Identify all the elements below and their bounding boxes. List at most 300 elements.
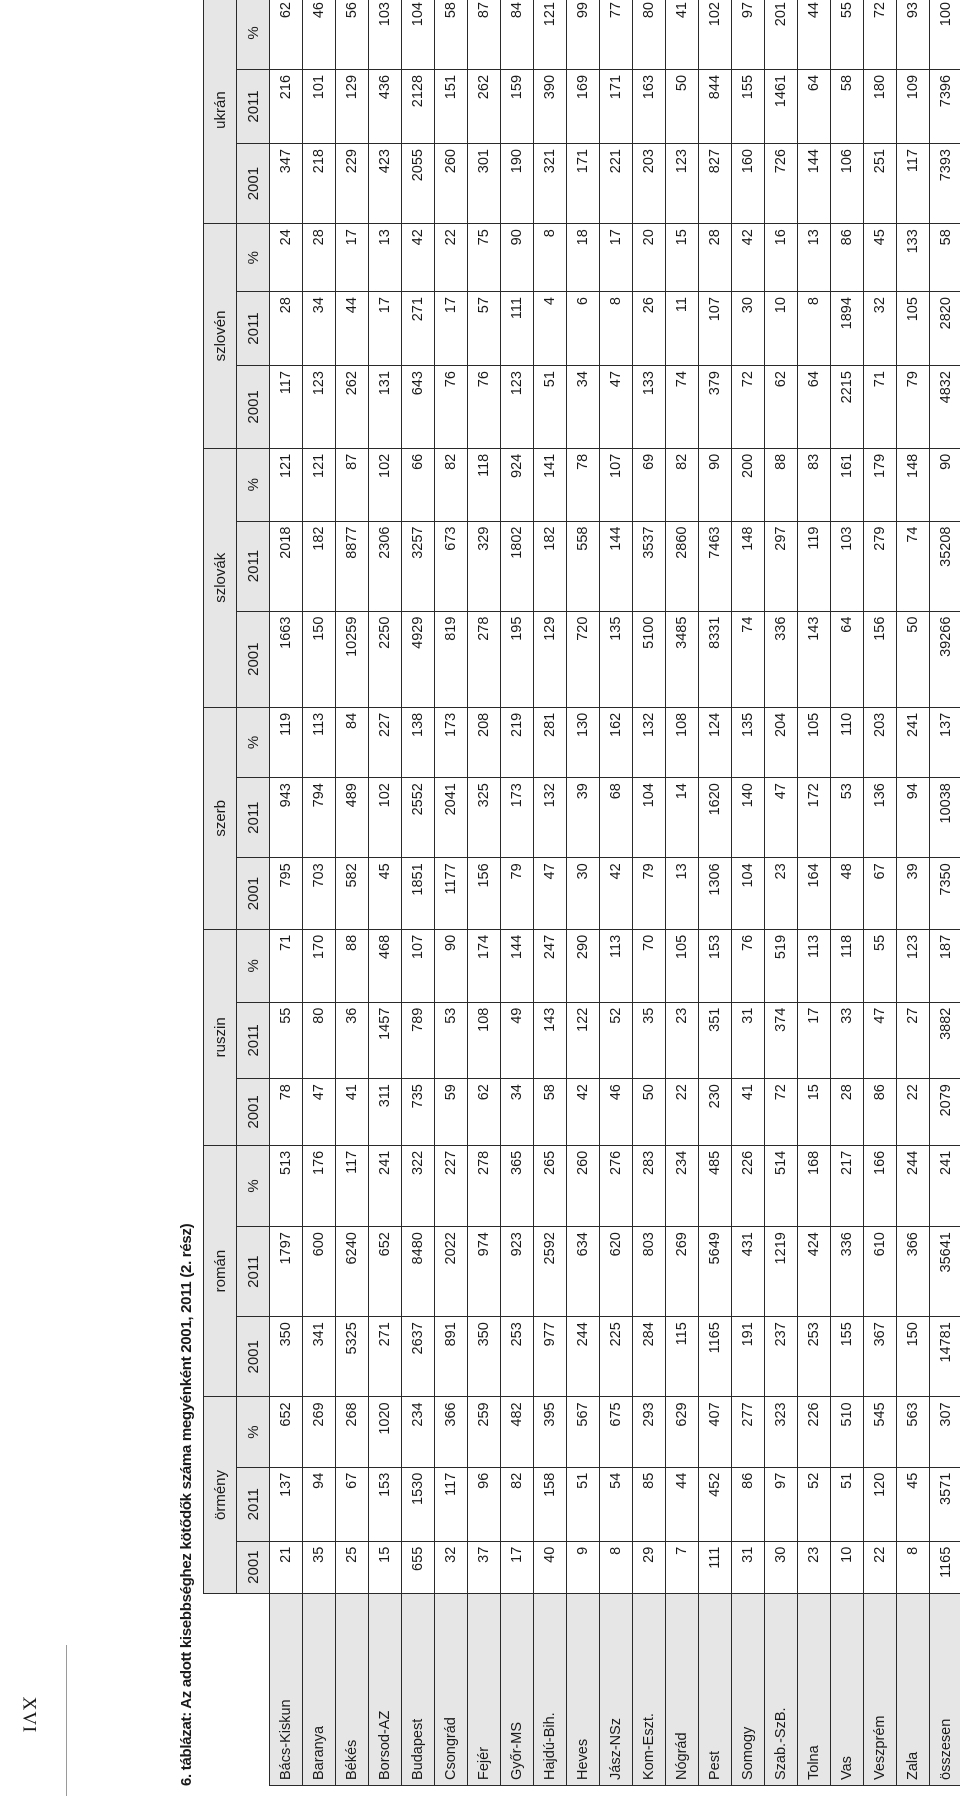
value-cell: 10 (831, 1541, 864, 1593)
value-cell: 105 (798, 707, 831, 777)
value-cell: 7 (666, 1541, 699, 1593)
value-cell: 41 (666, 0, 699, 69)
value-cell: 140 (732, 778, 765, 858)
value-cell: 30 (567, 858, 600, 930)
value-cell: 100 (930, 0, 960, 69)
value-cell: 129 (534, 611, 567, 707)
value-cell: 107 (402, 929, 435, 1002)
subheader-percent: % (237, 0, 270, 69)
value-cell: 83 (798, 448, 831, 521)
value-cell: 720 (567, 611, 600, 707)
table-row (501, 0, 534, 1786)
value-cell: 260 (435, 144, 468, 224)
value-cell: 247 (534, 929, 567, 1002)
value-cell: 115 (666, 1317, 699, 1397)
value-cell: 137 (930, 707, 960, 777)
value-cell: 99 (567, 0, 600, 69)
value-cell: 513 (270, 1145, 303, 1226)
value-cell: 132 (534, 778, 567, 858)
value-cell: 111 (699, 1541, 732, 1593)
value-cell: 113 (798, 929, 831, 1002)
value-cell: 87 (468, 0, 501, 69)
table-row (270, 0, 303, 1786)
value-cell: 703 (303, 858, 336, 930)
value-cell: 55 (831, 0, 864, 69)
value-cell: 452 (699, 1467, 732, 1541)
value-cell: 182 (303, 521, 336, 611)
value-cell: 74 (732, 611, 765, 707)
value-cell: 278 (468, 611, 501, 707)
value-cell: 819 (435, 611, 468, 707)
table-row (336, 0, 369, 1786)
value-cell: 269 (666, 1227, 699, 1317)
value-cell: 123 (666, 144, 699, 224)
value-cell: 72 (765, 1079, 798, 1146)
value-cell: 121 (270, 448, 303, 521)
value-cell: 122 (567, 1002, 600, 1078)
value-cell: 8480 (402, 1227, 435, 1317)
county-name-cell: Veszprém (864, 1593, 897, 1785)
value-cell: 374 (765, 1002, 798, 1078)
group-header-ukran: ukrán (204, 0, 237, 224)
value-cell: 108 (666, 707, 699, 777)
value-cell: 489 (336, 778, 369, 858)
value-cell: 234 (666, 1145, 699, 1226)
value-cell: 1165 (699, 1317, 732, 1397)
value-cell: 322 (402, 1145, 435, 1226)
value-cell: 795 (270, 858, 303, 930)
value-cell: 279 (864, 521, 897, 611)
value-cell: 8 (798, 292, 831, 366)
value-cell: 44 (336, 292, 369, 366)
value-cell: 545 (864, 1397, 897, 1467)
county-name-cell: Fejér (468, 1593, 501, 1785)
value-cell: 8 (534, 224, 567, 292)
value-cell: 155 (732, 69, 765, 143)
value-cell: 7350 (930, 858, 960, 930)
value-cell: 62 (270, 0, 303, 69)
value-cell: 620 (600, 1227, 633, 1317)
value-cell: 44 (666, 1467, 699, 1541)
value-cell: 514 (765, 1145, 798, 1226)
value-cell: 148 (732, 521, 765, 611)
value-cell: 30 (732, 292, 765, 366)
value-cell: 2041 (435, 778, 468, 858)
value-cell: 2637 (402, 1317, 435, 1397)
value-cell: 237 (765, 1317, 798, 1397)
value-cell: 123 (501, 366, 534, 449)
value-cell: 57 (468, 292, 501, 366)
value-cell: 203 (633, 144, 666, 224)
county-name-cell: Zala (897, 1593, 930, 1785)
page-number: XVI (18, 1696, 39, 1734)
subheader-row (237, 0, 270, 1786)
value-cell: 88 (765, 448, 798, 521)
value-cell: 8 (600, 292, 633, 366)
value-cell: 107 (600, 448, 633, 521)
county-name-cell: Békés (336, 1593, 369, 1785)
value-cell: 97 (765, 1467, 798, 1541)
table-row (864, 0, 897, 1786)
header-corner (204, 1593, 270, 1785)
value-cell: 234 (402, 1397, 435, 1467)
value-cell: 13 (798, 224, 831, 292)
value-cell: 735 (402, 1079, 435, 1146)
value-cell: 76 (732, 929, 765, 1002)
value-cell: 47 (534, 858, 567, 930)
county-name-cell: összesen (930, 1593, 960, 1785)
value-cell: 101 (303, 69, 336, 143)
value-cell: 59 (435, 1079, 468, 1146)
value-cell: 379 (699, 366, 732, 449)
value-cell: 103 (831, 521, 864, 611)
value-cell: 260 (567, 1145, 600, 1226)
value-cell: 103 (369, 0, 402, 69)
value-cell: 31 (732, 1541, 765, 1593)
value-cell: 153 (699, 929, 732, 1002)
value-cell: 924 (501, 448, 534, 521)
subheader-2011: 2011 (237, 778, 270, 858)
value-cell: 41 (732, 1079, 765, 1146)
value-cell: 18 (567, 224, 600, 292)
value-cell: 132 (633, 707, 666, 777)
value-cell: 124 (699, 707, 732, 777)
value-cell: 108 (468, 1002, 501, 1078)
value-cell: 244 (897, 1145, 930, 1226)
value-cell: 39 (567, 778, 600, 858)
value-cell: 64 (831, 611, 864, 707)
value-cell: 151 (435, 69, 468, 143)
value-cell: 55 (864, 929, 897, 1002)
value-cell: 10 (765, 292, 798, 366)
value-cell: 32 (435, 1541, 468, 1593)
value-cell: 86 (831, 224, 864, 292)
value-cell: 90 (501, 224, 534, 292)
value-cell: 85 (633, 1467, 666, 1541)
value-cell: 35 (633, 1002, 666, 1078)
value-cell: 230 (699, 1079, 732, 1146)
value-cell: 2128 (402, 69, 435, 143)
table-row (732, 0, 765, 1786)
county-name-cell: Budapest (402, 1593, 435, 1785)
value-cell: 47 (864, 1002, 897, 1078)
value-cell: 173 (435, 707, 468, 777)
value-cell: 17 (336, 224, 369, 292)
value-cell: 82 (501, 1467, 534, 1541)
value-cell: 190 (501, 144, 534, 224)
subheader-2001: 2001 (237, 144, 270, 224)
value-cell: 135 (732, 707, 765, 777)
value-cell: 50 (897, 611, 930, 707)
subheader-2001: 2001 (237, 1317, 270, 1397)
value-cell: 130 (567, 707, 600, 777)
value-cell: 4832 (930, 366, 960, 449)
value-cell: 22 (864, 1541, 897, 1593)
value-cell: 141 (534, 448, 567, 521)
value-cell: 90 (930, 448, 960, 521)
value-cell: 34 (303, 292, 336, 366)
value-cell: 171 (567, 144, 600, 224)
value-cell: 23 (666, 1002, 699, 1078)
value-cell: 144 (501, 929, 534, 1002)
value-cell: 217 (831, 1145, 864, 1226)
county-name-cell: Győr-MS (501, 1593, 534, 1785)
value-cell: 88 (336, 929, 369, 1002)
value-cell: 468 (369, 929, 402, 1002)
value-cell: 7393 (930, 144, 960, 224)
value-cell: 40 (534, 1541, 567, 1593)
table-row (534, 0, 567, 1786)
value-cell: 58 (831, 69, 864, 143)
value-cell: 138 (402, 707, 435, 777)
group-header-row (204, 0, 237, 1786)
value-cell: 45 (897, 1467, 930, 1541)
value-cell: 1461 (765, 69, 798, 143)
value-cell: 269 (303, 1397, 336, 1467)
subheader-2001: 2001 (237, 1541, 270, 1593)
value-cell: 168 (798, 1145, 831, 1226)
value-cell: 110 (831, 707, 864, 777)
value-cell: 226 (732, 1145, 765, 1226)
value-cell: 117 (270, 366, 303, 449)
value-cell: 102 (369, 778, 402, 858)
subheader-2011: 2011 (237, 1227, 270, 1317)
value-cell: 563 (897, 1397, 930, 1467)
value-cell: 76 (468, 366, 501, 449)
value-cell: 3257 (402, 521, 435, 611)
value-cell: 46 (600, 1079, 633, 1146)
value-cell: 28 (303, 224, 336, 292)
value-cell: 42 (732, 224, 765, 292)
value-cell: 241 (897, 707, 930, 777)
value-cell: 150 (303, 611, 336, 707)
value-cell: 133 (897, 224, 930, 292)
county-name-cell: Somogy (732, 1593, 765, 1785)
value-cell: 47 (765, 778, 798, 858)
value-cell: 253 (798, 1317, 831, 1397)
county-name-cell: Vas (831, 1593, 864, 1785)
value-cell: 366 (897, 1227, 930, 1317)
group-header-szerb: szerb (204, 707, 237, 929)
value-cell: 93 (897, 0, 930, 69)
value-cell: 72 (864, 0, 897, 69)
value-cell: 216 (270, 69, 303, 143)
value-cell: 22 (435, 224, 468, 292)
subheader-percent: % (237, 929, 270, 1002)
value-cell: 15 (798, 1079, 831, 1146)
value-cell: 45 (369, 858, 402, 930)
value-cell: 307 (930, 1397, 960, 1467)
value-cell: 311 (369, 1079, 402, 1146)
subheader-2011: 2011 (237, 69, 270, 143)
value-cell: 25 (336, 1541, 369, 1593)
value-cell: 2055 (402, 144, 435, 224)
value-cell: 251 (864, 144, 897, 224)
value-cell: 169 (567, 69, 600, 143)
value-cell: 253 (501, 1317, 534, 1397)
value-cell: 96 (468, 1467, 501, 1541)
value-cell: 278 (468, 1145, 501, 1226)
value-cell: 121 (303, 448, 336, 521)
value-cell: 97 (732, 0, 765, 69)
value-cell: 2079 (930, 1079, 960, 1146)
value-cell: 262 (336, 366, 369, 449)
subheader-2001: 2001 (237, 858, 270, 930)
value-cell: 49 (501, 1002, 534, 1078)
value-cell: 290 (567, 929, 600, 1002)
value-cell: 336 (831, 1227, 864, 1317)
value-cell: 13 (666, 858, 699, 930)
value-cell: 407 (699, 1397, 732, 1467)
value-cell: 68 (600, 778, 633, 858)
value-cell: 62 (765, 366, 798, 449)
table-row (435, 0, 468, 1786)
value-cell: 297 (765, 521, 798, 611)
subheader-percent: % (237, 707, 270, 777)
subheader-percent: % (237, 224, 270, 292)
value-cell: 943 (270, 778, 303, 858)
value-cell: 42 (567, 1079, 600, 1146)
value-cell: 136 (864, 778, 897, 858)
value-cell: 29 (633, 1541, 666, 1593)
value-cell: 1620 (699, 778, 732, 858)
value-cell: 13 (369, 224, 402, 292)
value-cell: 271 (402, 292, 435, 366)
table-row (897, 0, 930, 1786)
value-cell: 283 (633, 1145, 666, 1226)
value-cell: 78 (567, 448, 600, 521)
value-cell: 94 (303, 1467, 336, 1541)
value-cell: 82 (666, 448, 699, 521)
value-cell: 7463 (699, 521, 732, 611)
value-cell: 119 (270, 707, 303, 777)
subheader-percent: % (237, 1397, 270, 1467)
value-cell: 16 (765, 224, 798, 292)
value-cell: 844 (699, 69, 732, 143)
value-cell: 221 (600, 144, 633, 224)
group-header-szlovak: szlovák (204, 448, 237, 707)
value-cell: 923 (501, 1227, 534, 1317)
value-cell: 82 (435, 448, 468, 521)
value-cell: 321 (534, 144, 567, 224)
value-cell: 30 (765, 1541, 798, 1593)
subheader-2001: 2001 (237, 611, 270, 707)
table-row (930, 0, 960, 1786)
value-cell: 69 (633, 448, 666, 521)
value-cell: 64 (798, 366, 831, 449)
subheader-2011: 2011 (237, 521, 270, 611)
value-cell: 675 (600, 1397, 633, 1467)
value-cell: 336 (765, 611, 798, 707)
value-cell: 1797 (270, 1227, 303, 1317)
value-cell: 75 (468, 224, 501, 292)
value-cell: 10038 (930, 778, 960, 858)
value-cell: 1851 (402, 858, 435, 930)
value-cell: 90 (435, 929, 468, 1002)
value-cell: 1306 (699, 858, 732, 930)
value-cell: 15 (369, 1541, 402, 1593)
value-cell: 395 (534, 1397, 567, 1467)
value-cell: 90 (699, 448, 732, 521)
county-name-cell: Nógrád (666, 1593, 699, 1785)
value-cell: 634 (567, 1227, 600, 1317)
value-cell: 329 (468, 521, 501, 611)
value-cell: 159 (501, 69, 534, 143)
value-cell: 789 (402, 1002, 435, 1078)
value-cell: 271 (369, 1317, 402, 1397)
value-cell: 150 (897, 1317, 930, 1397)
value-cell: 71 (270, 929, 303, 1002)
value-cell: 5325 (336, 1317, 369, 1397)
value-cell: 351 (699, 1002, 732, 1078)
value-cell: 2022 (435, 1227, 468, 1317)
subheader-2001: 2001 (237, 1079, 270, 1146)
value-cell: 143 (798, 611, 831, 707)
value-cell: 2215 (831, 366, 864, 449)
table-row (600, 0, 633, 1786)
value-cell: 70 (633, 929, 666, 1002)
value-cell: 156 (468, 858, 501, 930)
subheader-2011: 2011 (237, 292, 270, 366)
value-cell: 153 (369, 1467, 402, 1541)
value-cell: 203 (864, 707, 897, 777)
value-cell: 241 (930, 1145, 960, 1226)
value-cell: 144 (600, 521, 633, 611)
value-cell: 23 (798, 1541, 831, 1593)
table-row (402, 0, 435, 1786)
value-cell: 629 (666, 1397, 699, 1467)
value-cell: 265 (534, 1145, 567, 1226)
table-row (699, 0, 732, 1786)
value-cell: 350 (270, 1317, 303, 1397)
value-cell: 84 (336, 707, 369, 777)
value-cell: 244 (567, 1317, 600, 1397)
value-cell: 367 (864, 1317, 897, 1397)
value-cell: 323 (765, 1397, 798, 1467)
value-cell: 58 (534, 1079, 567, 1146)
value-cell: 2860 (666, 521, 699, 611)
value-cell: 71 (864, 366, 897, 449)
county-name-cell: Csongrád (435, 1593, 468, 1785)
value-cell: 218 (303, 144, 336, 224)
value-cell: 268 (336, 1397, 369, 1467)
value-cell: 1663 (270, 611, 303, 707)
subheader-2011: 2011 (237, 1467, 270, 1541)
value-cell: 102 (369, 448, 402, 521)
value-cell: 241 (369, 1145, 402, 1226)
value-cell: 5100 (633, 611, 666, 707)
value-cell: 366 (435, 1397, 468, 1467)
value-cell: 119 (798, 521, 831, 611)
value-cell: 17 (369, 292, 402, 366)
value-cell: 276 (600, 1145, 633, 1226)
value-cell: 133 (633, 366, 666, 449)
value-cell: 109 (897, 69, 930, 143)
value-cell: 977 (534, 1317, 567, 1397)
value-cell: 974 (468, 1227, 501, 1317)
value-cell: 56 (336, 0, 369, 69)
value-cell: 34 (567, 366, 600, 449)
value-cell: 350 (468, 1317, 501, 1397)
value-cell: 1457 (369, 1002, 402, 1078)
value-cell: 47 (303, 1079, 336, 1146)
value-cell: 652 (369, 1227, 402, 1317)
value-cell: 123 (897, 929, 930, 1002)
value-cell: 365 (501, 1145, 534, 1226)
value-cell: 8331 (699, 611, 732, 707)
value-cell: 143 (534, 1002, 567, 1078)
value-cell: 277 (732, 1397, 765, 1467)
